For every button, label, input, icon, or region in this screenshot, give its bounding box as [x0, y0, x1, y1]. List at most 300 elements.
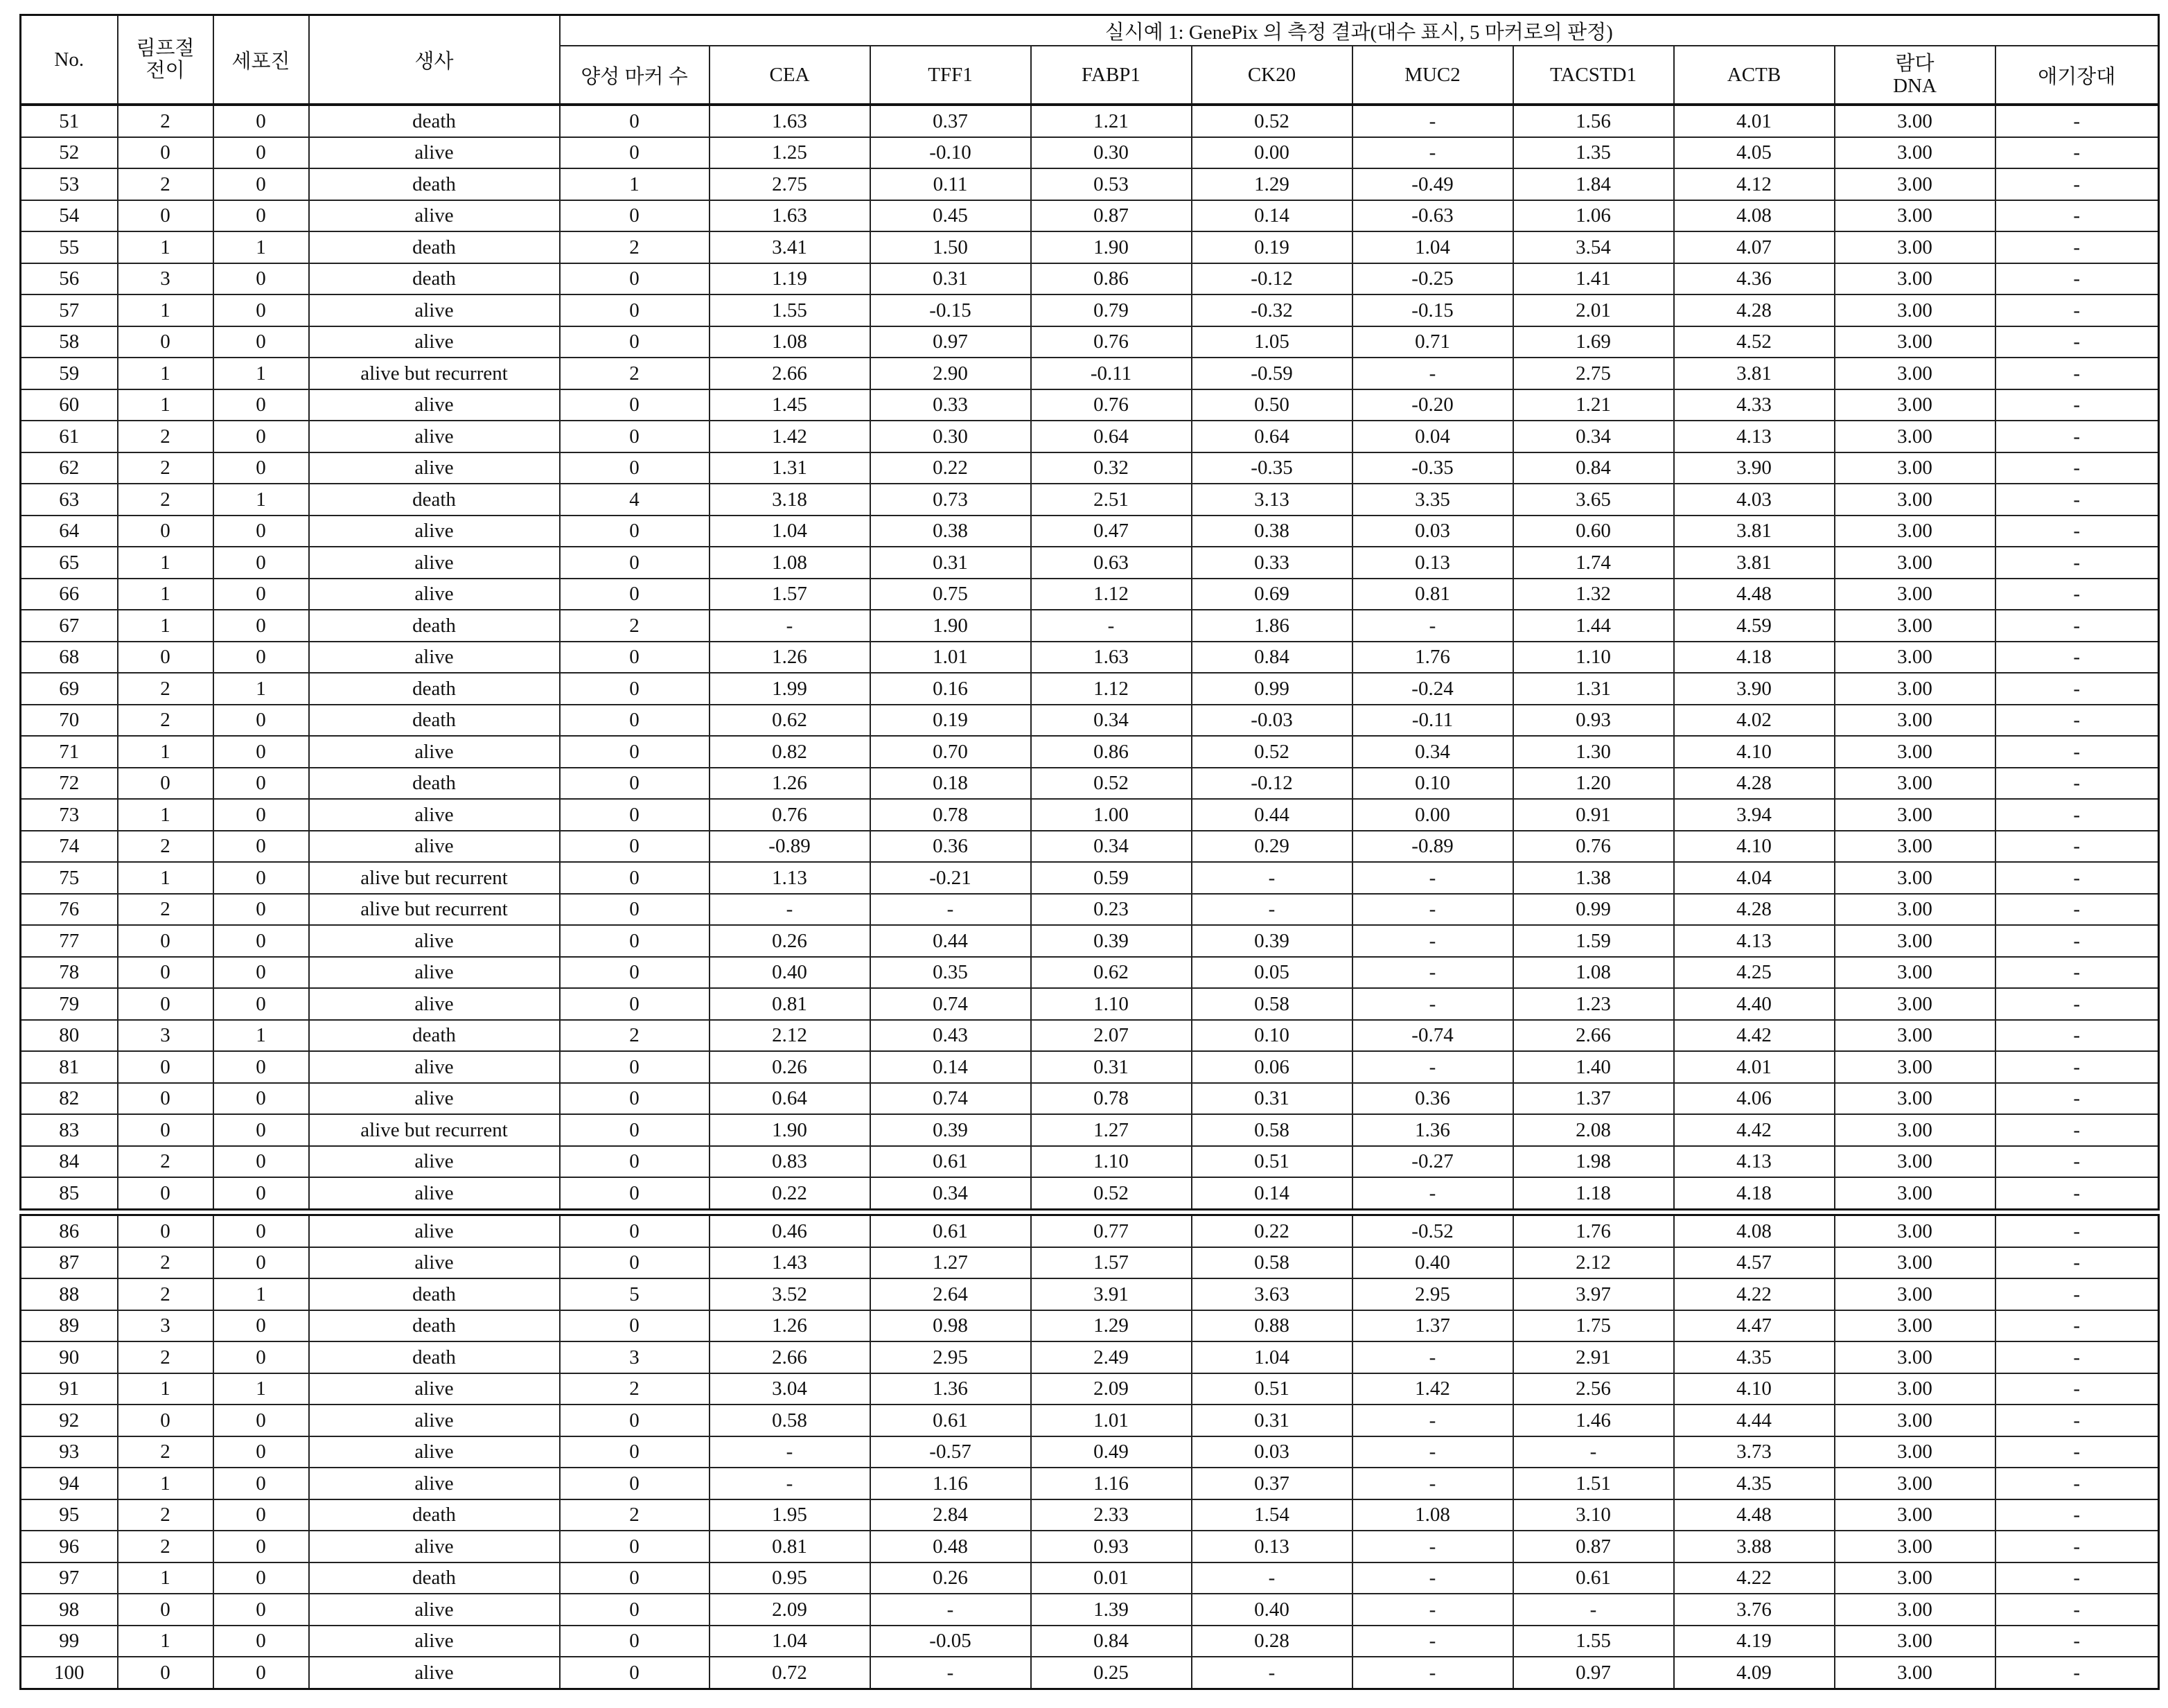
cell-actb: 3.81	[1674, 516, 1835, 547]
cell-outcome: death	[309, 231, 560, 263]
cell-no: 72	[21, 768, 118, 800]
cell-fabp1: 0.52	[1031, 768, 1192, 800]
cell-muc2: -	[1352, 1051, 1513, 1083]
cell-cytology: 0	[213, 642, 309, 673]
cell-tff1: 0.31	[870, 547, 1031, 579]
cell-arabidopsis: -	[1995, 389, 2159, 421]
cell-tff1: 0.11	[870, 168, 1031, 200]
cell-ck20: 0.31	[1192, 1405, 1352, 1436]
cell-lambda-dna: 3.00	[1835, 1247, 1995, 1279]
cell-actb: 4.57	[1674, 1247, 1835, 1279]
cell-lambda-dna: 3.00	[1835, 1310, 1995, 1342]
cell-fabp1: 1.00	[1031, 799, 1192, 831]
cell-cea: -0.89	[710, 831, 870, 863]
cell-fabp1: 0.87	[1031, 200, 1192, 232]
cell-outcome: alive	[309, 579, 560, 610]
cell-tacstd1: 0.99	[1513, 894, 1674, 926]
cell-actb: 4.42	[1674, 1114, 1835, 1146]
cell-cytology: 0	[213, 988, 309, 1020]
cell-lambda-dna: 3.00	[1835, 1146, 1995, 1178]
cell-actb: 4.03	[1674, 484, 1835, 516]
cell-muc2: 3.35	[1352, 484, 1513, 516]
table-row	[21, 137, 2159, 169]
cell-cea: 1.25	[710, 137, 870, 169]
table-header	[21, 15, 2159, 105]
cell-lambda-dna: 3.00	[1835, 579, 1995, 610]
cell-cytology: 0	[213, 1531, 309, 1562]
cell-muc2: 0.71	[1352, 326, 1513, 358]
cell-fabp1: 2.07	[1031, 1020, 1192, 1052]
cell-outcome: alive	[309, 642, 560, 673]
cell-positive-markers: 0	[560, 673, 710, 705]
cell-lymph-node-metastasis: 3	[118, 1020, 213, 1052]
cell-tff1: -0.05	[870, 1626, 1031, 1657]
cell-lymph-node-metastasis: 2	[118, 705, 213, 737]
cell-cea: 2.66	[710, 358, 870, 389]
table-row	[21, 705, 2159, 737]
cell-fabp1: 1.10	[1031, 1146, 1192, 1178]
cell-fabp1: 0.23	[1031, 894, 1192, 926]
cell-no: 100	[21, 1657, 118, 1689]
cell-lambda-dna: 3.00	[1835, 1657, 1995, 1689]
cell-lymph-node-metastasis: 2	[118, 168, 213, 200]
cell-tacstd1: 2.08	[1513, 1114, 1674, 1146]
cell-lambda-dna: 3.00	[1835, 1177, 1995, 1209]
cell-lambda-dna: 3.00	[1835, 231, 1995, 263]
cell-cea: -	[710, 610, 870, 642]
cell-arabidopsis: -	[1995, 799, 2159, 831]
table-row	[21, 1657, 2159, 1689]
cell-cytology: 0	[213, 957, 309, 989]
cell-actb: 4.44	[1674, 1405, 1835, 1436]
col-header-muc2: MUC2	[1352, 46, 1513, 105]
cell-no: 78	[21, 957, 118, 989]
cell-no: 66	[21, 579, 118, 610]
cell-positive-markers: 0	[560, 642, 710, 673]
cell-ck20: 0.33	[1192, 547, 1352, 579]
cell-cea: -	[710, 894, 870, 926]
cell-lambda-dna: 3.00	[1835, 736, 1995, 768]
cell-cytology: 0	[213, 1083, 309, 1115]
cell-cytology: 0	[213, 736, 309, 768]
cell-cytology: 0	[213, 1247, 309, 1279]
cell-lymph-node-metastasis: 1	[118, 231, 213, 263]
cell-cea: 0.26	[710, 925, 870, 957]
cell-positive-markers: 0	[560, 1215, 710, 1247]
cell-arabidopsis: -	[1995, 326, 2159, 358]
cell-outcome: death	[309, 768, 560, 800]
table-row	[21, 1020, 2159, 1052]
cell-no: 62	[21, 452, 118, 484]
cell-tacstd1: 1.75	[1513, 1310, 1674, 1342]
cell-outcome: death	[309, 705, 560, 737]
cell-ck20: -0.12	[1192, 263, 1352, 295]
cell-outcome: alive	[309, 1215, 560, 1247]
cell-cea: 1.90	[710, 1114, 870, 1146]
cell-cea: 1.04	[710, 1626, 870, 1657]
cell-cytology: 0	[213, 1177, 309, 1209]
table-row	[21, 1531, 2159, 1562]
cell-actb: 4.47	[1674, 1310, 1835, 1342]
table-row	[21, 1468, 2159, 1499]
cell-tacstd1: 1.44	[1513, 610, 1674, 642]
col-header-lymph-node-metastasis	[118, 15, 213, 105]
cell-cea: 0.76	[710, 799, 870, 831]
cell-no: 92	[21, 1405, 118, 1436]
cell-lymph-node-metastasis: 2	[118, 1278, 213, 1310]
cell-lymph-node-metastasis: 1	[118, 1373, 213, 1405]
cell-tff1: 0.61	[870, 1405, 1031, 1436]
cell-actb: 4.36	[1674, 263, 1835, 295]
cell-lambda-dna: 3.00	[1835, 673, 1995, 705]
cell-tff1: 0.74	[870, 988, 1031, 1020]
cell-ck20: 0.52	[1192, 105, 1352, 137]
cell-actb: 4.07	[1674, 231, 1835, 263]
cell-no: 82	[21, 1083, 118, 1115]
cell-muc2: -0.11	[1352, 705, 1513, 737]
table-row	[21, 610, 2159, 642]
cell-muc2: -	[1352, 1531, 1513, 1562]
cell-fabp1: 0.76	[1031, 326, 1192, 358]
cell-fabp1: 1.10	[1031, 988, 1192, 1020]
cell-positive-markers: 0	[560, 705, 710, 737]
cell-ck20: 0.40	[1192, 1594, 1352, 1626]
cell-positive-markers: 0	[560, 105, 710, 137]
cell-arabidopsis: -	[1995, 1083, 2159, 1115]
cell-cea: 0.46	[710, 1215, 870, 1247]
cell-tff1: 0.14	[870, 1051, 1031, 1083]
cell-cea: 0.83	[710, 1146, 870, 1178]
cell-cytology: 0	[213, 168, 309, 200]
cell-ck20: 1.54	[1192, 1499, 1352, 1531]
cell-arabidopsis: -	[1995, 294, 2159, 326]
cell-cea: 1.26	[710, 768, 870, 800]
cell-ck20: -0.59	[1192, 358, 1352, 389]
cell-no: 85	[21, 1177, 118, 1209]
cell-lymph-node-metastasis: 0	[118, 1657, 213, 1689]
cell-ck20: 0.99	[1192, 673, 1352, 705]
cell-fabp1: -0.11	[1031, 358, 1192, 389]
cell-lambda-dna: 3.00	[1835, 1083, 1995, 1115]
cell-tacstd1: -	[1513, 1594, 1674, 1626]
cell-positive-markers: 0	[560, 421, 710, 452]
cell-muc2: -0.74	[1352, 1020, 1513, 1052]
cell-lambda-dna: 3.00	[1835, 642, 1995, 673]
cell-positive-markers: 0	[560, 1436, 710, 1468]
cell-cea: 1.04	[710, 516, 870, 547]
table-body	[21, 1215, 2159, 1689]
cell-lambda-dna: 3.00	[1835, 1020, 1995, 1052]
cell-outcome: alive	[309, 421, 560, 452]
cell-actb: 4.09	[1674, 1657, 1835, 1689]
cell-arabidopsis: -	[1995, 484, 2159, 516]
cell-tff1: 0.74	[870, 1083, 1031, 1115]
cell-lymph-node-metastasis: 0	[118, 137, 213, 169]
cell-actb: 4.48	[1674, 579, 1835, 610]
cell-no: 86	[21, 1215, 118, 1247]
cell-tff1: 0.19	[870, 705, 1031, 737]
cell-muc2: -	[1352, 957, 1513, 989]
cell-ck20: 0.51	[1192, 1146, 1352, 1178]
cell-cea: 3.41	[710, 231, 870, 263]
cell-arabidopsis: -	[1995, 1405, 2159, 1436]
cell-cea: 0.72	[710, 1657, 870, 1689]
col-header-tacstd1: TACSTD1	[1513, 46, 1674, 105]
cell-tacstd1: 0.97	[1513, 1657, 1674, 1689]
cell-arabidopsis: -	[1995, 168, 2159, 200]
cell-lymph-node-metastasis: 0	[118, 1114, 213, 1146]
cell-arabidopsis: -	[1995, 1051, 2159, 1083]
cell-fabp1: 0.34	[1031, 705, 1192, 737]
cell-arabidopsis: -	[1995, 1278, 2159, 1310]
cell-arabidopsis: -	[1995, 1468, 2159, 1499]
cell-positive-markers: 0	[560, 925, 710, 957]
cell-outcome: alive	[309, 1657, 560, 1689]
cell-cea: 1.99	[710, 673, 870, 705]
cell-cea: 1.45	[710, 389, 870, 421]
table-row	[21, 579, 2159, 610]
cell-positive-markers: 0	[560, 862, 710, 894]
cell-outcome: death	[309, 263, 560, 295]
cell-ck20: 0.10	[1192, 1020, 1352, 1052]
cell-muc2: -	[1352, 894, 1513, 926]
cell-actb: 4.12	[1674, 168, 1835, 200]
cell-muc2: 0.40	[1352, 1247, 1513, 1279]
cell-cea: 1.57	[710, 579, 870, 610]
table-row	[21, 1247, 2159, 1279]
cell-actb: 4.22	[1674, 1562, 1835, 1594]
cell-tff1: 0.61	[870, 1215, 1031, 1247]
cell-arabidopsis: -	[1995, 579, 2159, 610]
cell-lymph-node-metastasis: 1	[118, 799, 213, 831]
cell-positive-markers: 0	[560, 736, 710, 768]
cell-tff1: 2.64	[870, 1278, 1031, 1310]
cell-actb: 3.90	[1674, 673, 1835, 705]
cell-lambda-dna: 3.00	[1835, 516, 1995, 547]
table-row	[21, 862, 2159, 894]
cell-actb: 4.13	[1674, 925, 1835, 957]
table-row	[21, 1051, 2159, 1083]
cell-actb: 4.28	[1674, 894, 1835, 926]
cell-outcome: alive	[309, 988, 560, 1020]
cell-cea: 2.12	[710, 1020, 870, 1052]
cell-cea: 1.63	[710, 105, 870, 137]
cell-tff1: 2.84	[870, 1499, 1031, 1531]
cell-ck20: -	[1192, 1657, 1352, 1689]
cell-actb: 4.01	[1674, 105, 1835, 137]
cell-actb: 3.94	[1674, 799, 1835, 831]
cell-tff1: 2.90	[870, 358, 1031, 389]
cell-muc2: 1.08	[1352, 1499, 1513, 1531]
cell-fabp1: 0.39	[1031, 925, 1192, 957]
cell-cea: 0.82	[710, 736, 870, 768]
cell-cytology: 0	[213, 516, 309, 547]
cell-tacstd1: 1.84	[1513, 168, 1674, 200]
cell-cytology: 0	[213, 326, 309, 358]
cell-ck20: 0.06	[1192, 1051, 1352, 1083]
cell-no: 79	[21, 988, 118, 1020]
cell-muc2: 1.04	[1352, 231, 1513, 263]
cell-fabp1: 0.64	[1031, 421, 1192, 452]
cell-lambda-dna: 3.00	[1835, 263, 1995, 295]
cell-muc2: 1.42	[1352, 1373, 1513, 1405]
cell-cea: 3.18	[710, 484, 870, 516]
cell-outcome: alive	[309, 1373, 560, 1405]
cell-positive-markers: 0	[560, 1083, 710, 1115]
cell-tff1: 0.31	[870, 263, 1031, 295]
cell-tff1: 0.78	[870, 799, 1031, 831]
cell-lambda-dna: 3.00	[1835, 1114, 1995, 1146]
cell-tacstd1: 1.32	[1513, 579, 1674, 610]
cell-ck20: 0.37	[1192, 1468, 1352, 1499]
cell-arabidopsis: -	[1995, 1020, 2159, 1052]
cell-lambda-dna: 3.00	[1835, 137, 1995, 169]
cell-arabidopsis: -	[1995, 1499, 2159, 1531]
cell-muc2: -0.20	[1352, 389, 1513, 421]
cell-cytology: 0	[213, 1562, 309, 1594]
cell-tff1: 0.22	[870, 452, 1031, 484]
cell-outcome: alive	[309, 452, 560, 484]
cell-lymph-node-metastasis: 2	[118, 484, 213, 516]
cell-positive-markers: 0	[560, 516, 710, 547]
cell-lymph-node-metastasis: 1	[118, 547, 213, 579]
cell-cea: 0.95	[710, 1562, 870, 1594]
cell-cytology: 1	[213, 1278, 309, 1310]
cell-fabp1: 2.49	[1031, 1341, 1192, 1373]
cell-ck20: 0.38	[1192, 516, 1352, 547]
cell-actb: 4.02	[1674, 705, 1835, 737]
table-row	[21, 1436, 2159, 1468]
cell-cytology: 0	[213, 768, 309, 800]
cell-outcome: death	[309, 1020, 560, 1052]
cell-actb: 4.35	[1674, 1341, 1835, 1373]
cell-tff1: 1.01	[870, 642, 1031, 673]
cell-fabp1: 1.63	[1031, 642, 1192, 673]
cell-lymph-node-metastasis: 0	[118, 326, 213, 358]
cell-positive-markers: 2	[560, 231, 710, 263]
cell-cea: 1.43	[710, 1247, 870, 1279]
cell-arabidopsis: -	[1995, 105, 2159, 137]
cell-no: 94	[21, 1468, 118, 1499]
cell-no: 75	[21, 862, 118, 894]
cell-fabp1: 0.34	[1031, 831, 1192, 863]
cell-muc2: -	[1352, 1562, 1513, 1594]
cell-outcome: alive	[309, 1626, 560, 1657]
cell-outcome: death	[309, 168, 560, 200]
cell-tacstd1: 0.34	[1513, 421, 1674, 452]
cell-lambda-dna: 3.00	[1835, 862, 1995, 894]
lambda-label-2: DNA	[1893, 75, 1937, 97]
cell-fabp1: 1.12	[1031, 673, 1192, 705]
cell-arabidopsis: -	[1995, 421, 2159, 452]
cell-no: 91	[21, 1373, 118, 1405]
lambda-label-1: 람다	[1895, 53, 1934, 75]
cell-cytology: 0	[213, 862, 309, 894]
cell-ck20: 0.00	[1192, 137, 1352, 169]
cell-fabp1: 0.31	[1031, 1051, 1192, 1083]
cell-arabidopsis: -	[1995, 231, 2159, 263]
cell-lambda-dna: 3.00	[1835, 326, 1995, 358]
cell-tacstd1: 1.23	[1513, 988, 1674, 1020]
cell-positive-markers: 0	[560, 137, 710, 169]
cell-arabidopsis: -	[1995, 1657, 2159, 1689]
cell-cytology: 0	[213, 831, 309, 863]
cell-no: 77	[21, 925, 118, 957]
cell-lymph-node-metastasis: 0	[118, 1215, 213, 1247]
table-row	[21, 1499, 2159, 1531]
cell-cytology: 0	[213, 1468, 309, 1499]
cell-actb: 4.42	[1674, 1020, 1835, 1052]
table-row	[21, 231, 2159, 263]
cell-fabp1: 1.27	[1031, 1114, 1192, 1146]
cell-cea: 0.58	[710, 1405, 870, 1436]
cell-positive-markers: 0	[560, 326, 710, 358]
cell-outcome: alive	[309, 831, 560, 863]
cell-lambda-dna: 3.00	[1835, 1373, 1995, 1405]
cell-outcome: alive	[309, 1405, 560, 1436]
table-row	[21, 516, 2159, 547]
cell-ck20: -	[1192, 894, 1352, 926]
cell-outcome: alive	[309, 1531, 560, 1562]
cell-ck20: 0.52	[1192, 736, 1352, 768]
cell-ck20: 0.31	[1192, 1083, 1352, 1115]
cell-cytology: 1	[213, 1373, 309, 1405]
cell-lambda-dna: 3.00	[1835, 768, 1995, 800]
cell-tff1: 1.16	[870, 1468, 1031, 1499]
cell-fabp1: 2.51	[1031, 484, 1192, 516]
cell-cea: 1.26	[710, 1310, 870, 1342]
cell-outcome: alive	[309, 1146, 560, 1178]
cell-muc2: 1.76	[1352, 642, 1513, 673]
cell-arabidopsis: -	[1995, 1146, 2159, 1178]
cell-fabp1: 0.63	[1031, 547, 1192, 579]
cell-muc2: 0.00	[1352, 799, 1513, 831]
cell-positive-markers: 0	[560, 579, 710, 610]
cell-lymph-node-metastasis: 3	[118, 263, 213, 295]
cell-muc2: -	[1352, 1468, 1513, 1499]
cell-tacstd1: 3.54	[1513, 231, 1674, 263]
cell-muc2: 2.95	[1352, 1278, 1513, 1310]
cell-no: 55	[21, 231, 118, 263]
cell-tacstd1: 0.60	[1513, 516, 1674, 547]
cell-cytology: 0	[213, 705, 309, 737]
cell-tff1: 0.75	[870, 579, 1031, 610]
cell-lymph-node-metastasis: 1	[118, 358, 213, 389]
cell-outcome: alive but recurrent	[309, 1114, 560, 1146]
cell-positive-markers: 2	[560, 610, 710, 642]
cell-actb: 4.06	[1674, 1083, 1835, 1115]
cell-no: 63	[21, 484, 118, 516]
cell-arabidopsis: -	[1995, 200, 2159, 232]
table-row	[21, 452, 2159, 484]
cell-tacstd1: 2.91	[1513, 1341, 1674, 1373]
cell-ck20: 0.51	[1192, 1373, 1352, 1405]
cell-tacstd1: 1.35	[1513, 137, 1674, 169]
cell-actb: 4.05	[1674, 137, 1835, 169]
cell-outcome: death	[309, 1310, 560, 1342]
cell-lambda-dna: 3.00	[1835, 358, 1995, 389]
cell-no: 52	[21, 137, 118, 169]
cell-lambda-dna: 3.00	[1835, 1341, 1995, 1373]
cell-outcome: alive	[309, 1051, 560, 1083]
cell-outcome: alive but recurrent	[309, 862, 560, 894]
cell-lymph-node-metastasis: 2	[118, 1436, 213, 1468]
cell-tacstd1: 1.08	[1513, 957, 1674, 989]
cell-lymph-node-metastasis: 2	[118, 894, 213, 926]
cell-no: 84	[21, 1146, 118, 1178]
cell-no: 76	[21, 894, 118, 926]
cell-positive-markers: 1	[560, 168, 710, 200]
